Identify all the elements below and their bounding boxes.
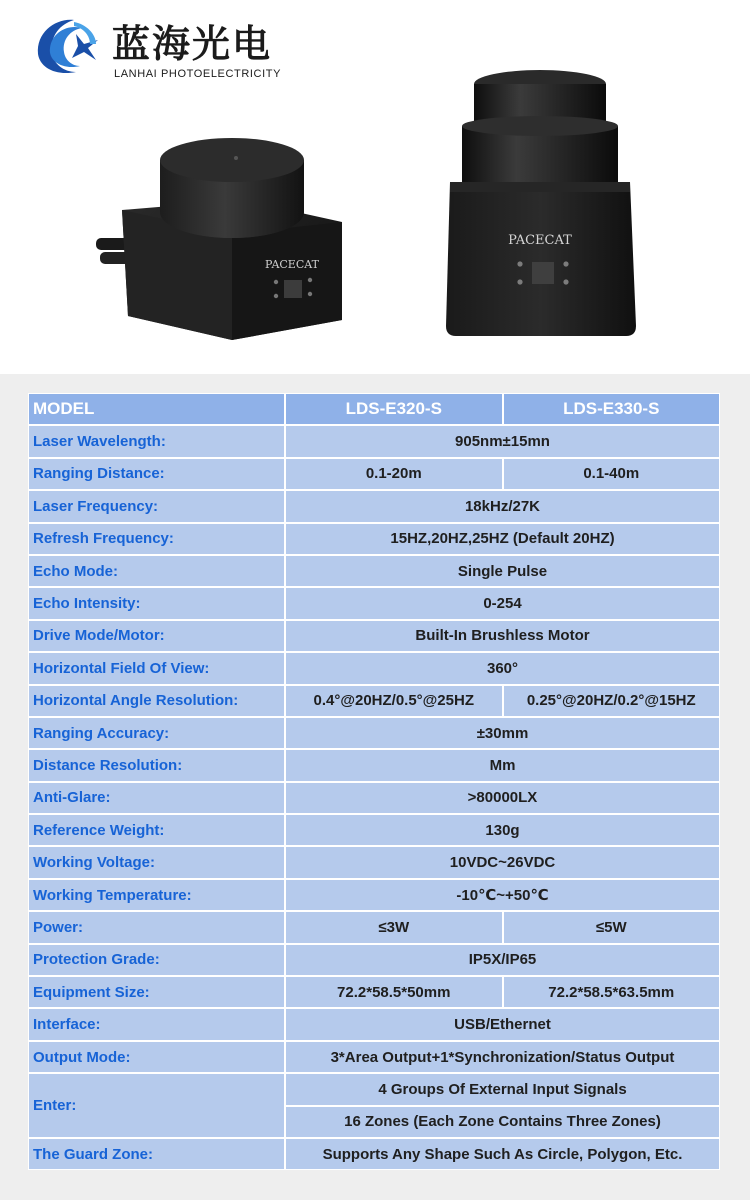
row-value: >80000LX xyxy=(285,782,720,814)
row-value-col1: ≤3W xyxy=(285,911,503,943)
brand-name-en: LANHAI PHOTOELECTRICITY xyxy=(114,68,282,80)
row-value-col1: 0.1-20m xyxy=(285,458,503,490)
table-row xyxy=(28,1008,720,1040)
product-image-lds-e320-s xyxy=(92,130,352,345)
row-value: USB/Ethernet xyxy=(285,1008,720,1040)
row-value-col2: 0.1-40m xyxy=(503,458,721,490)
table-row-enter xyxy=(28,1073,720,1138)
table-row xyxy=(28,425,720,457)
product-image-lds-e330-s xyxy=(440,64,640,344)
row-value: 15HZ,20HZ,25HZ (Default 20HZ) xyxy=(285,523,720,555)
lanhai-logo-icon xyxy=(30,14,104,78)
table-row xyxy=(28,523,720,555)
row-value: Single Pulse xyxy=(285,555,720,587)
row-label: Interface: xyxy=(28,1008,285,1040)
row-value: IP5X/IP65 xyxy=(285,944,720,976)
row-value: Supports Any Shape Such As Circle, Polygon, Etc. xyxy=(285,1138,720,1170)
row-value: -10℃~+50℃ xyxy=(285,879,720,911)
table-row xyxy=(28,879,720,911)
row-value-col2: ≤5W xyxy=(503,911,721,943)
table-row xyxy=(28,1138,720,1170)
header-model-label: MODEL xyxy=(28,393,285,425)
table-row xyxy=(28,717,720,749)
row-value: 3*Area Output+1*Synchronization/Status Output xyxy=(285,1041,720,1073)
brand-marking: PACECAT xyxy=(265,258,319,271)
row-value-col1: 72.2*58.5*50mm xyxy=(285,976,503,1008)
enter-values xyxy=(285,1073,720,1138)
row-value-col2: 0.25°@20HZ/0.2°@15HZ xyxy=(503,685,721,717)
table-row xyxy=(28,490,720,522)
specification-table xyxy=(28,393,720,1170)
table-row xyxy=(28,555,720,587)
row-value-col1: 0.4°@20HZ/0.5°@25HZ xyxy=(285,685,503,717)
row-label: Laser Wavelength: xyxy=(28,425,285,457)
row-label: Enter: xyxy=(28,1073,285,1138)
row-label: Equipment Size: xyxy=(28,976,285,1008)
row-label: Ranging Accuracy: xyxy=(28,717,285,749)
row-label: Refresh Frequency: xyxy=(28,523,285,555)
header-model-col1: LDS-E320-S xyxy=(285,393,503,425)
row-label: Echo Intensity: xyxy=(28,587,285,619)
row-value: ±30mm xyxy=(285,717,720,749)
row-value: 360° xyxy=(285,652,720,684)
table-row xyxy=(28,976,720,1008)
row-label: Power: xyxy=(28,911,285,943)
row-value: 130g xyxy=(285,814,720,846)
row-label: Reference Weight: xyxy=(28,814,285,846)
row-value: 0-254 xyxy=(285,587,720,619)
row-label: Output Mode: xyxy=(28,1041,285,1073)
row-label: Working Voltage: xyxy=(28,846,285,878)
row-label: Working Temperature: xyxy=(28,879,285,911)
table-row xyxy=(28,652,720,684)
row-label: The Guard Zone: xyxy=(28,1138,285,1170)
row-value-col2: 72.2*58.5*63.5mm xyxy=(503,976,721,1008)
table-row xyxy=(28,911,720,943)
table-row xyxy=(28,749,720,781)
row-value: 10VDC~26VDC xyxy=(285,846,720,878)
row-label: Ranging Distance: xyxy=(28,458,285,490)
row-label: Horizontal Angle Resolution: xyxy=(28,685,285,717)
row-value: 18kHz/27K xyxy=(285,490,720,522)
table-row xyxy=(28,814,720,846)
company-logo xyxy=(30,10,330,80)
row-label: Echo Mode: xyxy=(28,555,285,587)
row-label: Protection Grade: xyxy=(28,944,285,976)
table-row xyxy=(28,685,720,717)
row-label: Horizontal Field Of View: xyxy=(28,652,285,684)
row-value: Built-In Brushless Motor xyxy=(285,620,720,652)
table-row xyxy=(28,782,720,814)
row-label: Anti-Glare: xyxy=(28,782,285,814)
table-header-row xyxy=(28,393,720,425)
row-label: Distance Resolution: xyxy=(28,749,285,781)
table-row xyxy=(28,587,720,619)
header-model-col2: LDS-E330-S xyxy=(503,393,721,425)
row-label: Drive Mode/Motor: xyxy=(28,620,285,652)
row-value: 905nm±15mn xyxy=(285,425,720,457)
row-label: Laser Frequency: xyxy=(28,490,285,522)
table-row xyxy=(28,846,720,878)
brand-name-cn: 蓝海光电 xyxy=(112,22,273,66)
row-value: 16 Zones (Each Zone Contains Three Zones) xyxy=(285,1106,720,1138)
row-value: 4 Groups Of External Input Signals xyxy=(285,1073,720,1105)
table-row xyxy=(28,944,720,976)
brand-marking: PACECAT xyxy=(508,233,572,248)
table-row xyxy=(28,620,720,652)
table-row xyxy=(28,458,720,490)
row-value: Mm xyxy=(285,749,720,781)
table-row xyxy=(28,1041,720,1073)
